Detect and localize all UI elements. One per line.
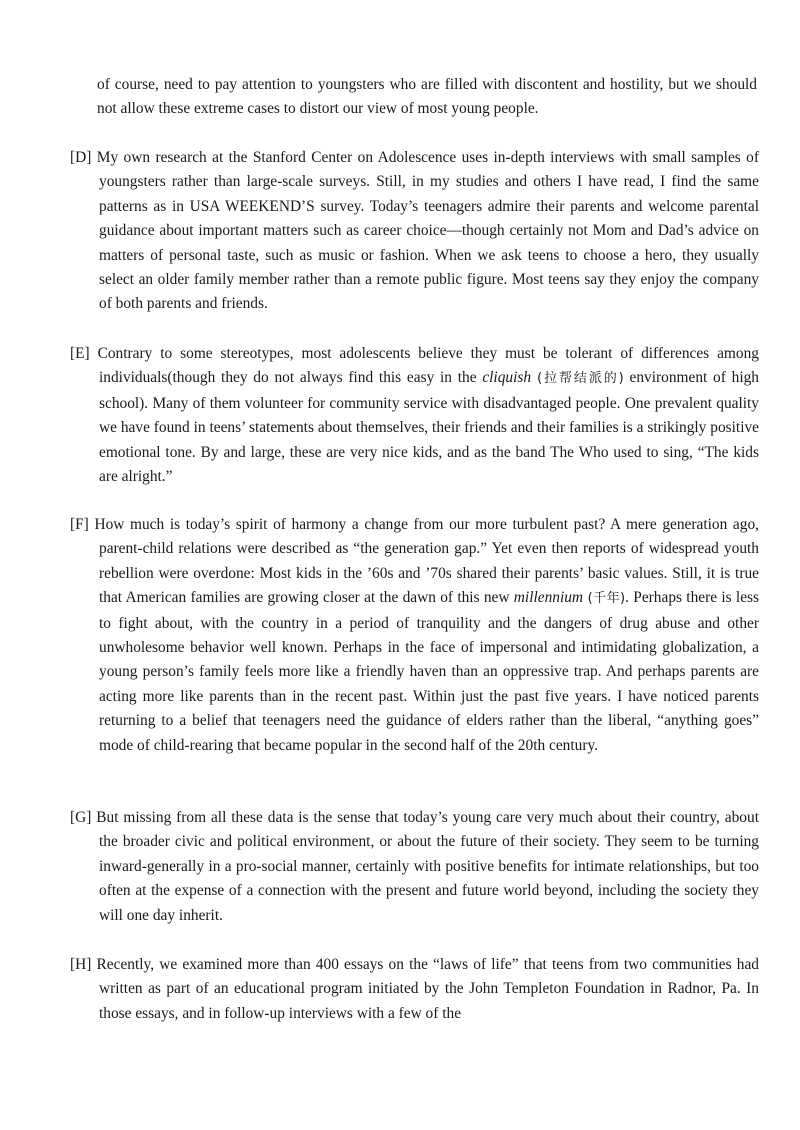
paragraph-text: Recently, we examined more than 400 essays on the “laws of life” that teens from two communities had written as part of an educational program initiated by the John Templeton Foundation in Radnor, Pa. In those essays, and in follow-up interviews with a few of the xyxy=(96,956,759,1022)
paragraph-label: [E] xyxy=(70,345,90,362)
paragraph-text: of course, need to pay attention to youngsters who are filled with discontent and hostility, but we should not allow these extreme cases to distort our view of most young people. xyxy=(97,76,757,118)
paragraph-label: [D] xyxy=(70,149,92,166)
paragraph-text-part-a: How much is today’s spirit of harmony a change from our more turbulent past? A mere generation ago, parent-child relations were described as “the generation gap.” Yet even then reports of widespread youth rebellion were overdone: Most kids in the ’60s and ’70s shared their parents’ basic values. Still, it is true that American families are growing closer at the dawn of this new xyxy=(94,516,759,607)
italic-term: cliquish xyxy=(482,369,532,387)
paragraph-e xyxy=(70,342,759,489)
chinese-gloss: (拉帮结派的) xyxy=(531,371,624,387)
paragraph-label: [G] xyxy=(70,809,92,826)
paragraph-text: My own research at the Stanford Center on Adolescence uses in-depth interviews with small samples of youngsters rather than large-scale surveys. Still, in my studies and others I have read, I find the same patterns as in USA WEEKEND’S survey. Today’s teenagers admire their parents and welcome parental guidance about important matters such as career choice—though certainly not Mom and Dad’s advice on matters of personal taste, such as music or fashion. When we ask teens to choose a hero, they usually select an older family member rather than a remote public figure. Most teens say they enjoy the company of both parents and friends. xyxy=(96,149,759,313)
paragraph-text-part-b: environment of high school). Many of them volunteer for community service with disadvantaged people. One prevalent quality we have found in teens’ statements about themselves, their friends and their families is a strikingly positive emotional tone. By and large, these are very nice kids, and as the band The Who used to sing, “The kids are alright.” xyxy=(99,369,760,486)
paragraph-label: [H] xyxy=(70,956,92,973)
paragraph-label: [F] xyxy=(70,516,89,533)
paragraph-text-part-a: Contrary to some stereotypes, most adolescents believe they must be tolerant of differences among individuals(though they do not always find this easy in the xyxy=(97,345,759,387)
paragraph-g xyxy=(70,806,759,928)
paragraph-text-part-b: . Perhaps there is less to fight about, with the country in a period of tranquility and the dangers of drug abuse and other unwholesome behavior well known. Perhaps in the face of impersonal and intimidating globalization, a young person’s family feels more like a friendly haven than an oppressive trap. And perhaps parents are acting more like parents than in the recent past. Within just the past five years. I have noticed parents returning to a belief that teenagers need the guidance of elders rather than the liberal, “anything goes” mode of child-rearing that became popular in the second half of the 20th century. xyxy=(99,589,760,754)
paragraph-c-continuation xyxy=(70,73,757,122)
paragraph-h xyxy=(70,953,759,1026)
italic-term: millennium xyxy=(513,589,584,607)
paragraph-text: But missing from all these data is the sense that today’s young care very much about their country, about the broader civic and political environment, or about the future of their society. They seem to be turning inward-generally in a pro-social manner, certainly with positive benefits for intimate relationships, but too often at the expense of a connection with the present and future world beyond, including the society they will one day inherit. xyxy=(96,809,759,924)
chinese-gloss: (千年) xyxy=(583,591,626,607)
paragraph-f xyxy=(70,513,759,758)
paragraph-d xyxy=(70,146,759,317)
